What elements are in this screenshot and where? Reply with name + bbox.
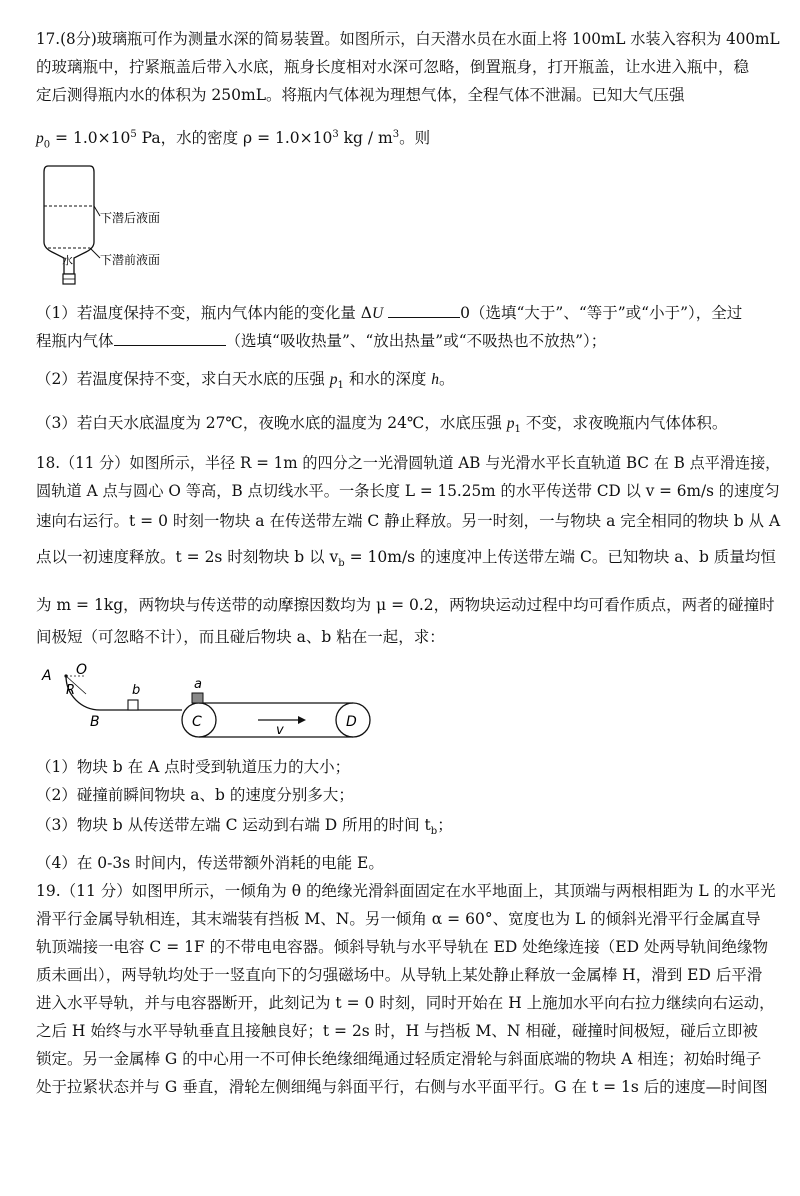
answer-blank-1[interactable] (388, 303, 460, 318)
after-dive-label: 下潜后液面 (100, 211, 161, 225)
rho-unit: kg / m (338, 129, 393, 148)
q19-line-8: 处于拉紧状态并与 G 垂直，滑轮左侧细绳与斜面平行，右侧与水平面平行。G 在 t = 1s 后的速度—时间图 (36, 1078, 768, 1096)
q19-line-1: 19.（11 分）如图甲所示，一倾角为 θ 的绝缘光滑斜面固定在水平地面上，其顶端与两根相距为 L 的水平光 (36, 882, 776, 900)
q18-sub-2: （2）碰撞前瞬间物块 a、b 的速度分别多大； (36, 786, 354, 804)
q19-line-5: 进入水平导轨，并与电容器断开，此刻记为 t = 0 时刻，同时开始在 H 上施加水平向右拉力继续向右运动， (36, 994, 775, 1012)
q18-sub-1: （1）物块 b 在 A 点时受到轨道压力的大小； (36, 758, 351, 776)
before-dive-label: 下潜前液面 (100, 253, 161, 267)
q17-line-2: 的玻璃瓶中，拧紧瓶盖后带入水底，瓶身长度相对水深可忽略，倒置瓶身，打开瓶盖，让水进入瓶中，稳 (36, 58, 750, 76)
label-d: D (346, 714, 357, 730)
velocity-arrow-head (298, 716, 306, 724)
q17-line-3: 定后测得瓶内水的体积为 250mL。将瓶内气体视为理想气体，全程气体不泄漏。已知大气压强 (36, 86, 685, 104)
q17-part3: （3）若白天水底温度为 27℃，夜晚水底的温度为 24℃，水底压强 $p_1$ 不变，求夜晚瓶内气体体积。 (36, 414, 728, 436)
center-o-point (64, 674, 67, 677)
q18-line-3: 速向右运行。t = 0 时刻一物块 a 在传送带左端 C 静止释放。另一时刻，一与物块 a 完全相同的物块 b 从 A (36, 512, 781, 530)
label-o: O (76, 662, 88, 678)
p0-symbol: p (36, 130, 44, 148)
conveyor-figure (36, 660, 376, 750)
q18-sub-4: （4）在 0-3s 时间内，传送带额外消耗的电能 E。 (36, 854, 384, 872)
q18-line-5: 为 m = 1kg，两物块与传送带的动摩擦因数均为 μ = 0.2，两物块运动过程中均可看作质点，两者的碰撞时 (36, 596, 775, 614)
q17-line-4 (36, 124, 430, 156)
p0-value: = 1.0×10 (50, 129, 131, 148)
before-leader (90, 248, 100, 258)
p0-subscript: 0 (43, 139, 51, 151)
q19-line-4: 质未画出），两导轨均处于一竖直向下的匀强磁场中。从导轨上某处静止释放一金属棒 H，滑到 ED 后平滑 (36, 966, 763, 984)
label-b-point: B (90, 714, 100, 730)
label-block-a: a (194, 677, 202, 692)
q18-sub-3: （3）物块 b 从传送带左端 C 运动到右端 D 所用的时间 $t_b$； (36, 816, 453, 838)
q18-line-2: 圆轨道 A 点与圆心 O 等高，B 点切线水平。一条长度 L = 15.25m 的水平传送带 CD 以 v = 6m/s 的速度匀 (36, 482, 780, 500)
rho-exponent: 3 (332, 129, 339, 140)
label-c: C (192, 714, 202, 730)
water-label: 水 (62, 254, 73, 267)
rho-text: Pa，水的密度 ρ = 1.0×10 (136, 129, 333, 148)
p0-exponent: 5 (130, 129, 137, 140)
q19-line-7: 锁定。另一金属棒 G 的中心用一不可伸长绝缘细绳通过轻质定滑轮与斜面底端的物块 A 相连；初始时绳子 (36, 1050, 762, 1068)
q17-part1-line-1: （1）若温度保持不变，瓶内气体内能的变化量 ΔU 0（选填“大于”、“等于”或“小于”），全过 (36, 304, 743, 322)
q18-line-6: 间极短（可忽略不计），而且碰后物块 a、b 粘在一起，求： (36, 628, 445, 646)
rho-unit-exponent: 3 (392, 129, 400, 140)
q19-line-6: 之后 H 始终与水平导轨垂直且接触良好；t = 2s 时，H 与挡板 M、N 相碰，碰撞时间极短，碰后立即被 (36, 1022, 758, 1040)
q17-part1-line-2: 程瓶内气体 （选填“吸收热量”、“放出热量”或“不吸热也不放热”）； (36, 332, 607, 350)
q17-then: 。则 (399, 129, 431, 148)
q18-line-1: 18.（11 分）如图所示，半径 R = 1m 的四分之一光滑圆轨道 AB 与光滑水平长直轨道 BC 在 B 点平滑连接， (36, 454, 781, 472)
q19-line-3: 轨顶端接一电容 C = 1F 的不带电电容器。倾斜导轨与水平导轨在 ED 处绝缘连接（ED 处两导轨间绝缘物 (36, 938, 768, 956)
label-block-b: b (132, 683, 141, 698)
answer-blank-2[interactable] (114, 331, 226, 346)
q17-part2: （2）若温度保持不变，求白天水底的压强 $p_1$ 和水的深度 h。 (36, 370, 455, 392)
label-a-point: A (42, 668, 52, 684)
label-v: v (276, 723, 284, 738)
bottle-figure (36, 164, 236, 304)
label-r: R (66, 683, 76, 698)
q17-line-1: 17.(8分)玻璃瓶可作为测量水深的简易装置。如图所示，白天潜水员在水面上将 100mL 水装入容积为 400mL (36, 30, 780, 48)
block-a (192, 693, 203, 703)
q18-line-4: 点以一初速度释放。t = 2s 时刻物块 b 以 $v_b = 10m/s$ 的速度冲上传送带左端 C。已知物块 a、b 质量均恒 (36, 548, 776, 570)
q19-line-2: 滑平行金属导轨相连，其末端装有挡板 M、N。另一倾角 α = 60°、宽度也为 L 的倾斜光滑平行金属直导 (36, 910, 761, 928)
block-b (128, 700, 138, 710)
